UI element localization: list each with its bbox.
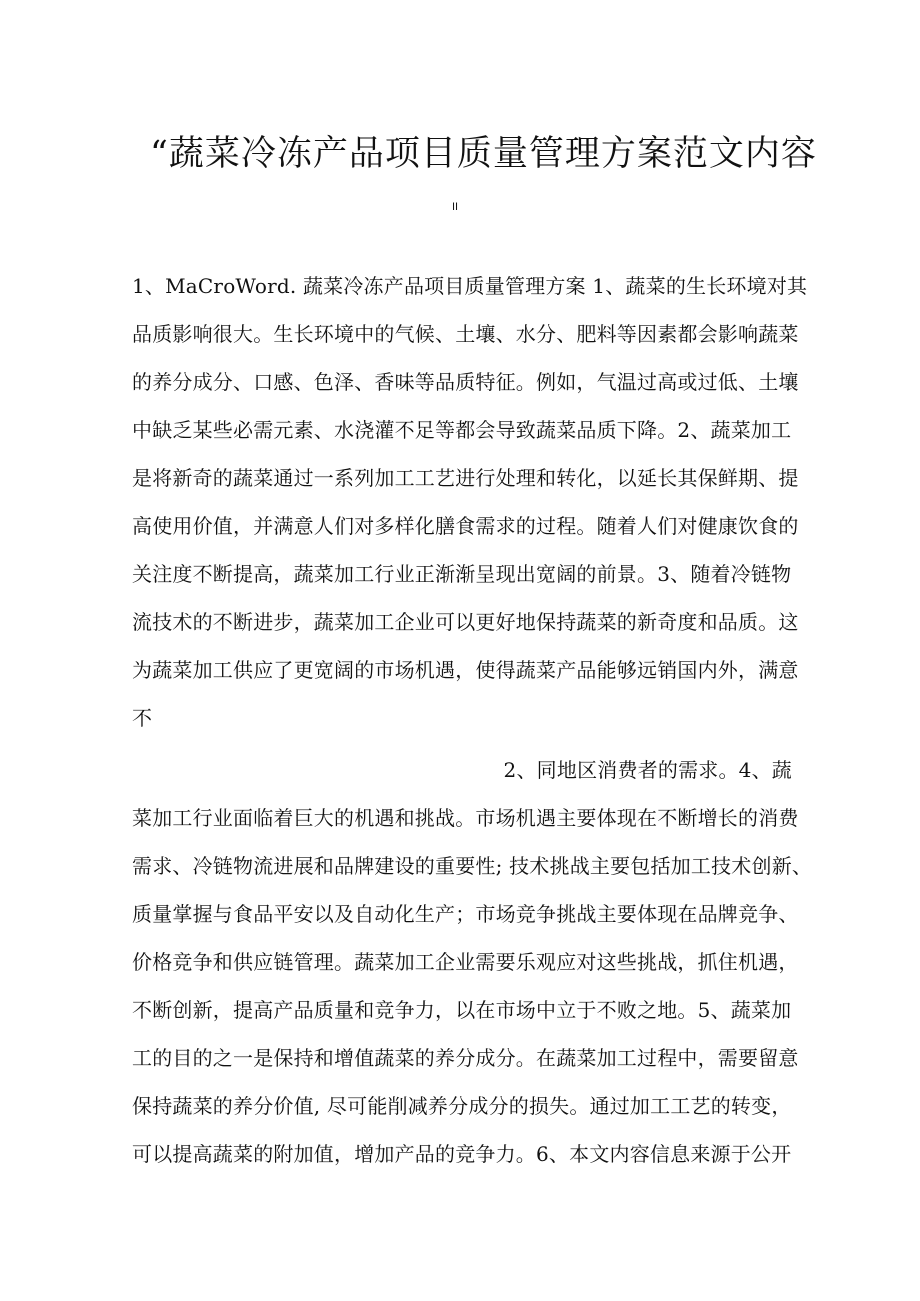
paragraph-line: 不断创新，提高产品质量和竞争力，以在市场中立于不败之地。5、蔬菜加 bbox=[132, 998, 792, 1022]
paragraph-line: 品质影响很大。生长环境中的气候、土壤、水分、肥料等因素都会影响蔬菜 bbox=[132, 322, 799, 346]
paragraph-line: 的养分成分、口感、色泽、香味等品质特征。例如，气温过高或过低、土壤 bbox=[132, 370, 799, 394]
paragraph-line: 可以提高蔬菜的附加值，增加产品的竞争力。6、本文内容信息来源于公开 bbox=[132, 1142, 792, 1166]
paragraph-line: 不 bbox=[132, 706, 153, 730]
paragraph-line: 1、MaCroWord. 蔬菜冷冻产品项目质量管理方案 1、蔬菜的生长环境对其 bbox=[132, 274, 808, 298]
paragraph-line: 高使用价值，并满意人们对多样化膳食需求的过程。随着人们对健康饮食的 bbox=[132, 514, 799, 538]
paragraph-line: 价格竞争和供应链管理。蔬菜加工企业需要乐观应对这些挑战，抓住机遇， bbox=[132, 950, 799, 974]
page-title: “蔬菜冷冻产品项目质量管理方案范文内容 bbox=[150, 134, 817, 174]
paragraph-line: 为蔬菜加工供应了更宽阔的市场机遇，使得蔬菜产品能够远销国内外，满意 bbox=[132, 658, 799, 682]
page-subtitle: II bbox=[452, 201, 459, 213]
paragraph-line: 流技术的不断进步，蔬菜加工企业可以更好地保持蔬菜的新奇度和品质。这 bbox=[132, 610, 799, 634]
paragraph-line: 是将新奇的蔬菜通过一系列加工工艺进行处理和转化，以延长其保鲜期、提 bbox=[132, 466, 799, 490]
paragraph-line: 2、同地区消费者的需求。4、蔬 bbox=[503, 758, 792, 782]
paragraph-line: 保持蔬菜的养分价值, 尽可能削减养分成分的损失。通过加工工艺的转变， bbox=[132, 1094, 792, 1118]
paragraph-line: 中缺乏某些必需元素、水浇灌不足等都会导致蔬菜品质下降。2、蔬菜加工 bbox=[132, 418, 792, 442]
paragraph-line: 质量掌握与食品平安以及自动化生产；市场竞争挑战主要体现在品牌竞争、 bbox=[132, 902, 799, 926]
paragraph-line: 菜加工行业面临着巨大的机遇和挑战。市场机遇主要体现在不断增长的消费 bbox=[132, 806, 799, 830]
paragraph-line: 关注度不断提高，蔬菜加工行业正渐渐呈现出宽阔的前景。3、随着冷链物 bbox=[132, 562, 792, 586]
paragraph-line: 工的目的之一是保持和增值蔬菜的养分成分。在蔬菜加工过程中，需要留意 bbox=[132, 1046, 799, 1070]
paragraph-line: 需求、冷链物流进展和品牌建设的重要性; 技术挑战主要包括加工技术创新、 bbox=[132, 854, 813, 878]
